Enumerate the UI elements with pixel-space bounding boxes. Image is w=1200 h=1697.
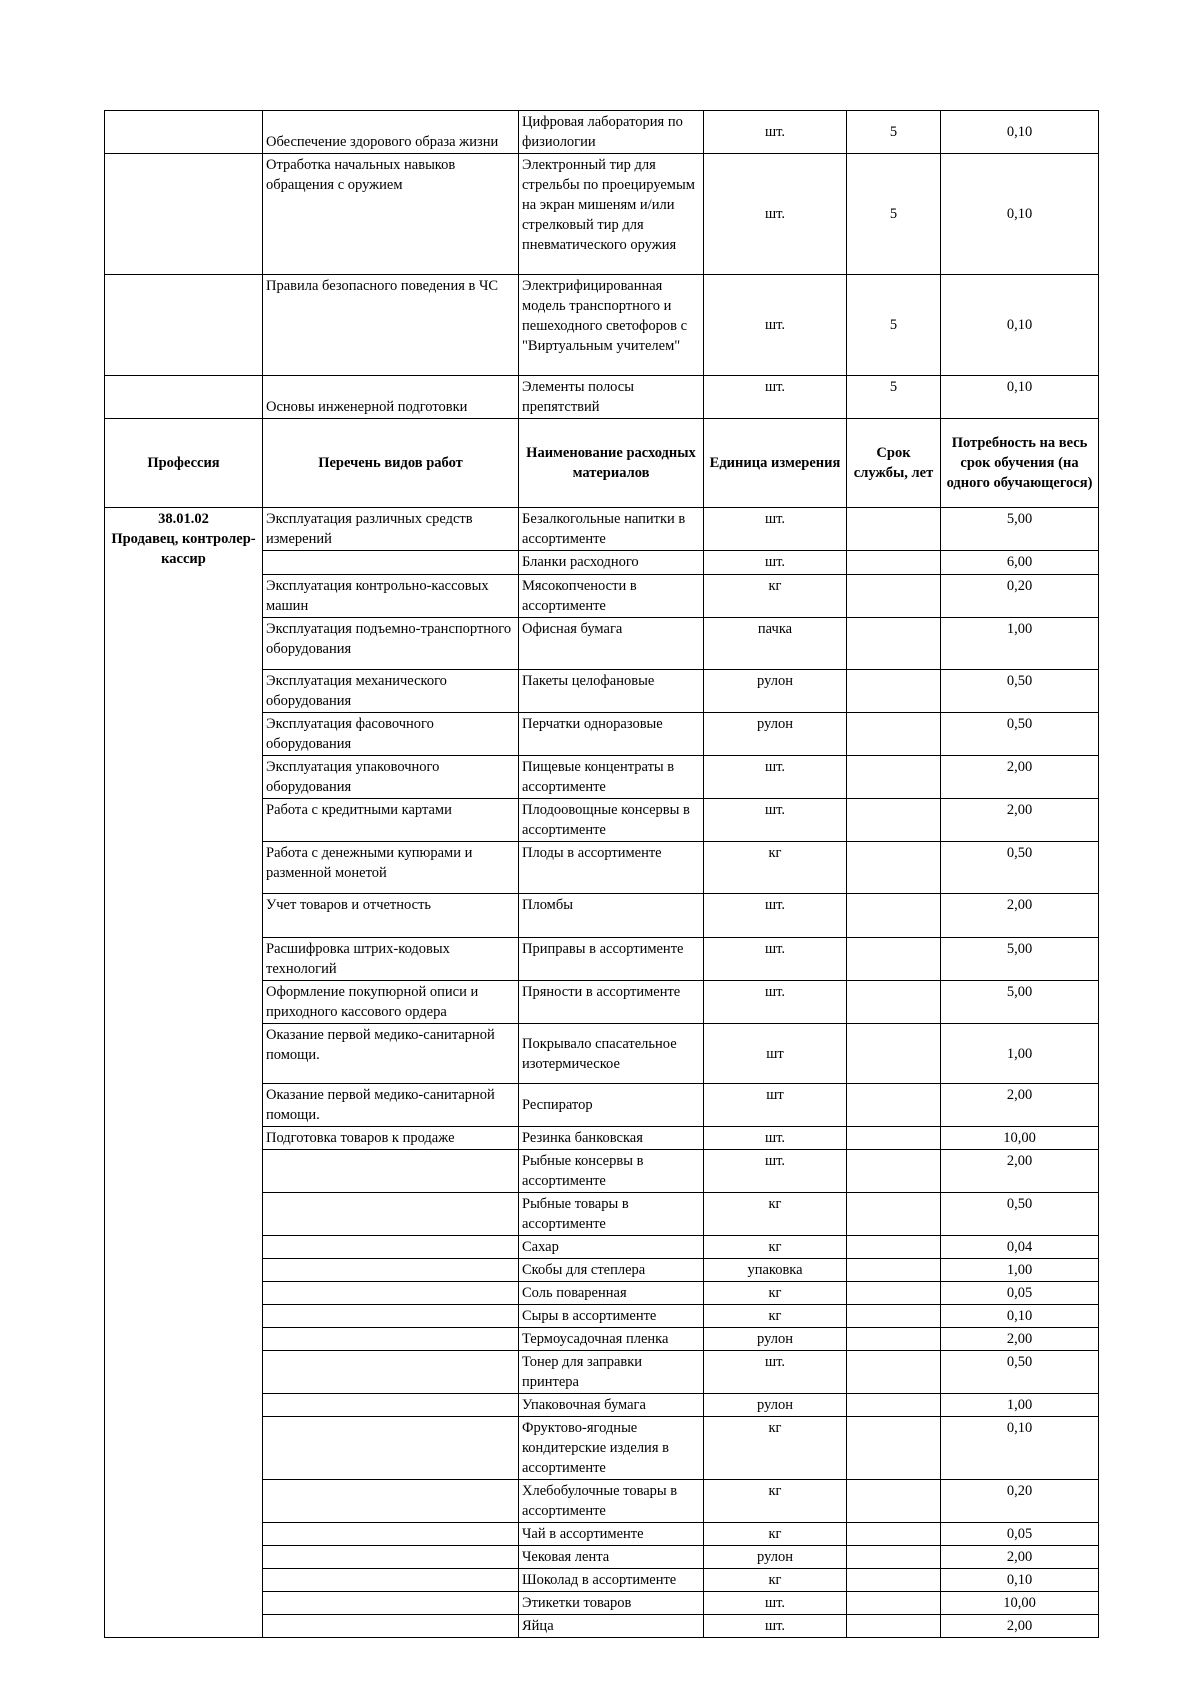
need-cell: 5,00 <box>941 508 1099 551</box>
work-cell: Отработка начальных навыков обращения с оружием <box>263 154 519 275</box>
service-life-cell <box>847 1328 941 1351</box>
service-life-cell <box>847 508 941 551</box>
material-cell: Плоды в ассортименте <box>519 842 704 894</box>
service-life-cell <box>847 1615 941 1638</box>
unit-cell: шт. <box>704 111 847 154</box>
unit-cell: шт. <box>704 981 847 1024</box>
material-cell: Офисная бумага <box>519 618 704 670</box>
service-life-cell <box>847 1127 941 1150</box>
material-cell: Респиратор <box>519 1084 704 1127</box>
need-cell: 0,10 <box>941 1305 1099 1328</box>
service-life-cell <box>847 1193 941 1236</box>
material-cell: Приправы в ассортименте <box>519 938 704 981</box>
material-cell: Электрифицированная модель транспортного и пешеходного светофоров с "Виртуальным учителем" <box>519 275 704 376</box>
work-cell <box>263 551 519 575</box>
service-life-cell <box>847 1282 941 1305</box>
header-works: Перечень видов работ <box>263 419 519 508</box>
work-cell: Правила безопасного поведения в ЧС <box>263 275 519 376</box>
material-cell: Упаковочная бумага <box>519 1394 704 1417</box>
work-cell: Эксплуатация различных средств измерений <box>263 508 519 551</box>
service-life-cell <box>847 1084 941 1127</box>
work-cell <box>263 1592 519 1615</box>
service-life-cell <box>847 1523 941 1546</box>
unit-cell: рулон <box>704 1546 847 1569</box>
material-cell: Термоусадочная пленка <box>519 1328 704 1351</box>
work-cell: Оказание первой медико-санитарной помощи. <box>263 1024 519 1084</box>
material-cell: Пломбы <box>519 894 704 938</box>
material-cell: Соль поваренная <box>519 1282 704 1305</box>
unit-cell: шт <box>704 1024 847 1084</box>
material-cell: Электронный тир для стрельбы по проецируемым на экран мишеням и/или стрелковый тир для пневматического оружия <box>519 154 704 275</box>
materials-table <box>104 110 1099 1638</box>
material-cell: Бланки расходного <box>519 551 704 575</box>
service-life-cell <box>847 981 941 1024</box>
work-cell: Эксплуатация фасовочного оборудования <box>263 713 519 756</box>
work-cell <box>263 1150 519 1193</box>
material-cell: Рыбные товары в ассортименте <box>519 1193 704 1236</box>
need-cell: 1,00 <box>941 618 1099 670</box>
document-page <box>104 110 1098 1638</box>
work-cell: Оформление покупюрной описи и приходного кассового ордера <box>263 981 519 1024</box>
consumables-rows <box>105 508 1099 1638</box>
need-cell: 2,00 <box>941 1546 1099 1569</box>
work-cell: Подготовка товаров к продаже <box>263 1127 519 1150</box>
unit-cell: шт. <box>704 551 847 575</box>
unit-cell: шт. <box>704 938 847 981</box>
unit-cell: кг <box>704 842 847 894</box>
unit-cell: рулон <box>704 1394 847 1417</box>
need-cell: 0,04 <box>941 1236 1099 1259</box>
need-cell: 6,00 <box>941 551 1099 575</box>
work-cell: Учет товаров и отчетность <box>263 894 519 938</box>
service-life-cell: 5 <box>847 275 941 376</box>
need-cell: 10,00 <box>941 1592 1099 1615</box>
material-cell: Безалкогольные напитки в ассортименте <box>519 508 704 551</box>
need-cell: 0,50 <box>941 1351 1099 1394</box>
need-cell: 2,00 <box>941 1328 1099 1351</box>
unit-cell: шт. <box>704 1592 847 1615</box>
header-row <box>105 419 1099 508</box>
material-cell: Яйца <box>519 1615 704 1638</box>
profession-title: Продавец, контролер-кассир <box>111 531 256 567</box>
work-cell <box>263 1282 519 1305</box>
header-unit: Единица измерения <box>704 419 847 508</box>
equipment-rows <box>105 111 1099 508</box>
material-cell: Цифровая лаборатория по физиологии <box>519 111 704 154</box>
work-cell <box>263 1569 519 1592</box>
unit-cell: шт <box>704 1084 847 1127</box>
table-row <box>105 376 1099 419</box>
table-row <box>105 154 1099 275</box>
material-cell: Шоколад в ассортименте <box>519 1569 704 1592</box>
need-cell: 0,10 <box>941 376 1099 419</box>
service-life-cell <box>847 618 941 670</box>
need-cell: 1,00 <box>941 1394 1099 1417</box>
need-cell: 0,10 <box>941 1569 1099 1592</box>
service-life-cell <box>847 1236 941 1259</box>
unit-cell: шт. <box>704 1615 847 1638</box>
unit-cell: кг <box>704 1523 847 1546</box>
unit-cell: рулон <box>704 713 847 756</box>
work-cell <box>263 1328 519 1351</box>
material-cell: Пакеты целофановые <box>519 670 704 713</box>
need-cell: 0,10 <box>941 111 1099 154</box>
work-cell: Эксплуатация подъемно-транспортного оборудования <box>263 618 519 670</box>
material-cell: Перчатки одноразовые <box>519 713 704 756</box>
service-life-cell <box>847 1305 941 1328</box>
material-cell: Пряности в ассортименте <box>519 981 704 1024</box>
material-cell: Сыры в ассортименте <box>519 1305 704 1328</box>
material-cell: Этикетки товаров <box>519 1592 704 1615</box>
service-life-cell <box>847 1150 941 1193</box>
profession-cell <box>105 154 263 275</box>
material-cell: Сахар <box>519 1236 704 1259</box>
table-row <box>105 111 1099 154</box>
work-cell: Работа с денежными купюрами и разменной монетой <box>263 842 519 894</box>
header-profession: Профессия <box>105 419 263 508</box>
work-cell <box>263 1305 519 1328</box>
work-cell: Эксплуатация механического оборудования <box>263 670 519 713</box>
service-life-cell <box>847 894 941 938</box>
unit-cell: шт. <box>704 275 847 376</box>
header-service-life: Срок службы, лет <box>847 419 941 508</box>
need-cell: 0,50 <box>941 670 1099 713</box>
material-cell: Рыбные консервы в ассортименте <box>519 1150 704 1193</box>
unit-cell: кг <box>704 1569 847 1592</box>
need-cell: 0,50 <box>941 713 1099 756</box>
need-cell: 0,10 <box>941 154 1099 275</box>
need-cell: 0,05 <box>941 1523 1099 1546</box>
unit-cell: шт. <box>704 1351 847 1394</box>
material-cell: Скобы для степлера <box>519 1259 704 1282</box>
work-cell: Эксплуатация контрольно-кассовых машин <box>263 575 519 618</box>
service-life-cell <box>847 1592 941 1615</box>
need-cell: 0,50 <box>941 1193 1099 1236</box>
unit-cell: шт. <box>704 154 847 275</box>
material-cell: Покрывало спасательное изотермическое <box>519 1024 704 1084</box>
service-life-cell <box>847 1480 941 1523</box>
work-cell <box>263 1351 519 1394</box>
work-cell: Эксплуатация упаковочного оборудования <box>263 756 519 799</box>
need-cell: 5,00 <box>941 981 1099 1024</box>
service-life-cell <box>847 1024 941 1084</box>
material-cell: Хлебобулочные товары в ассортименте <box>519 1480 704 1523</box>
material-cell: Мясокопчености в ассортименте <box>519 575 704 618</box>
service-life-cell <box>847 842 941 894</box>
material-cell: Чековая лента <box>519 1546 704 1569</box>
service-life-cell: 5 <box>847 376 941 419</box>
need-cell: 0,20 <box>941 1480 1099 1523</box>
need-cell: 2,00 <box>941 1084 1099 1127</box>
need-cell: 0,20 <box>941 575 1099 618</box>
work-cell <box>263 1193 519 1236</box>
work-cell: Расшифровка штрих-кодовых технологий <box>263 938 519 981</box>
material-cell: Элементы полосы препятствий <box>519 376 704 419</box>
unit-cell: рулон <box>704 1328 847 1351</box>
need-cell: 1,00 <box>941 1259 1099 1282</box>
unit-cell: кг <box>704 1480 847 1523</box>
material-cell: Тонер для заправки принтера <box>519 1351 704 1394</box>
service-life-cell <box>847 1569 941 1592</box>
work-cell <box>263 1480 519 1523</box>
service-life-cell <box>847 670 941 713</box>
service-life-cell <box>847 713 941 756</box>
service-life-cell <box>847 575 941 618</box>
service-life-cell <box>847 551 941 575</box>
service-life-cell <box>847 1417 941 1480</box>
service-life-cell <box>847 756 941 799</box>
need-cell: 10,00 <box>941 1127 1099 1150</box>
unit-cell: шт. <box>704 756 847 799</box>
service-life-cell <box>847 799 941 842</box>
work-cell: Основы инженерной подготовки <box>263 376 519 419</box>
profession-cell <box>105 508 263 1638</box>
need-cell: 0,50 <box>941 842 1099 894</box>
material-cell: Резинка банковская <box>519 1127 704 1150</box>
need-cell: 5,00 <box>941 938 1099 981</box>
material-cell: Плодоовощные консервы в ассортименте <box>519 799 704 842</box>
unit-cell: шт. <box>704 1150 847 1193</box>
unit-cell: упаковка <box>704 1259 847 1282</box>
work-cell <box>263 1546 519 1569</box>
profession-cell <box>105 275 263 376</box>
material-cell: Фруктово-ягодные кондитерские изделия в ассортименте <box>519 1417 704 1480</box>
service-life-cell <box>847 1351 941 1394</box>
unit-cell: рулон <box>704 670 847 713</box>
unit-cell: кг <box>704 1282 847 1305</box>
material-cell: Пищевые концентраты в ассортименте <box>519 756 704 799</box>
work-cell: Обеспечение здорового образа жизни <box>263 111 519 154</box>
work-cell: Работа с кредитными картами <box>263 799 519 842</box>
service-life-cell <box>847 1394 941 1417</box>
need-cell: 0,10 <box>941 275 1099 376</box>
need-cell: 2,00 <box>941 1150 1099 1193</box>
table-row <box>105 508 1099 551</box>
service-life-cell <box>847 938 941 981</box>
unit-cell: шт. <box>704 376 847 419</box>
unit-cell: шт. <box>704 894 847 938</box>
unit-cell: пачка <box>704 618 847 670</box>
service-life-cell: 5 <box>847 111 941 154</box>
unit-cell: кг <box>704 1305 847 1328</box>
unit-cell: кг <box>704 575 847 618</box>
table-row <box>105 275 1099 376</box>
header-need: Потребность на весь срок обучения (на одного обучающегося) <box>941 419 1099 508</box>
unit-cell: кг <box>704 1236 847 1259</box>
work-cell <box>263 1394 519 1417</box>
material-cell: Чай в ассортименте <box>519 1523 704 1546</box>
service-life-cell <box>847 1546 941 1569</box>
work-cell <box>263 1523 519 1546</box>
unit-cell: кг <box>704 1417 847 1480</box>
unit-cell: шт. <box>704 1127 847 1150</box>
work-cell <box>263 1417 519 1480</box>
profession-code: 38.01.02 <box>158 511 209 527</box>
need-cell: 2,00 <box>941 756 1099 799</box>
work-cell: Оказание первой медико-санитарной помощи. <box>263 1084 519 1127</box>
need-cell: 0,05 <box>941 1282 1099 1305</box>
need-cell: 2,00 <box>941 894 1099 938</box>
unit-cell: кг <box>704 1193 847 1236</box>
need-cell: 1,00 <box>941 1024 1099 1084</box>
need-cell: 2,00 <box>941 1615 1099 1638</box>
service-life-cell: 5 <box>847 154 941 275</box>
service-life-cell <box>847 1259 941 1282</box>
need-cell: 0,10 <box>941 1417 1099 1480</box>
unit-cell: шт. <box>704 799 847 842</box>
profession-cell <box>105 111 263 154</box>
work-cell <box>263 1259 519 1282</box>
need-cell: 2,00 <box>941 799 1099 842</box>
header-material-name: Наименование расходных материалов <box>519 419 704 508</box>
work-cell <box>263 1615 519 1638</box>
unit-cell: шт. <box>704 508 847 551</box>
profession-cell <box>105 376 263 419</box>
work-cell <box>263 1236 519 1259</box>
